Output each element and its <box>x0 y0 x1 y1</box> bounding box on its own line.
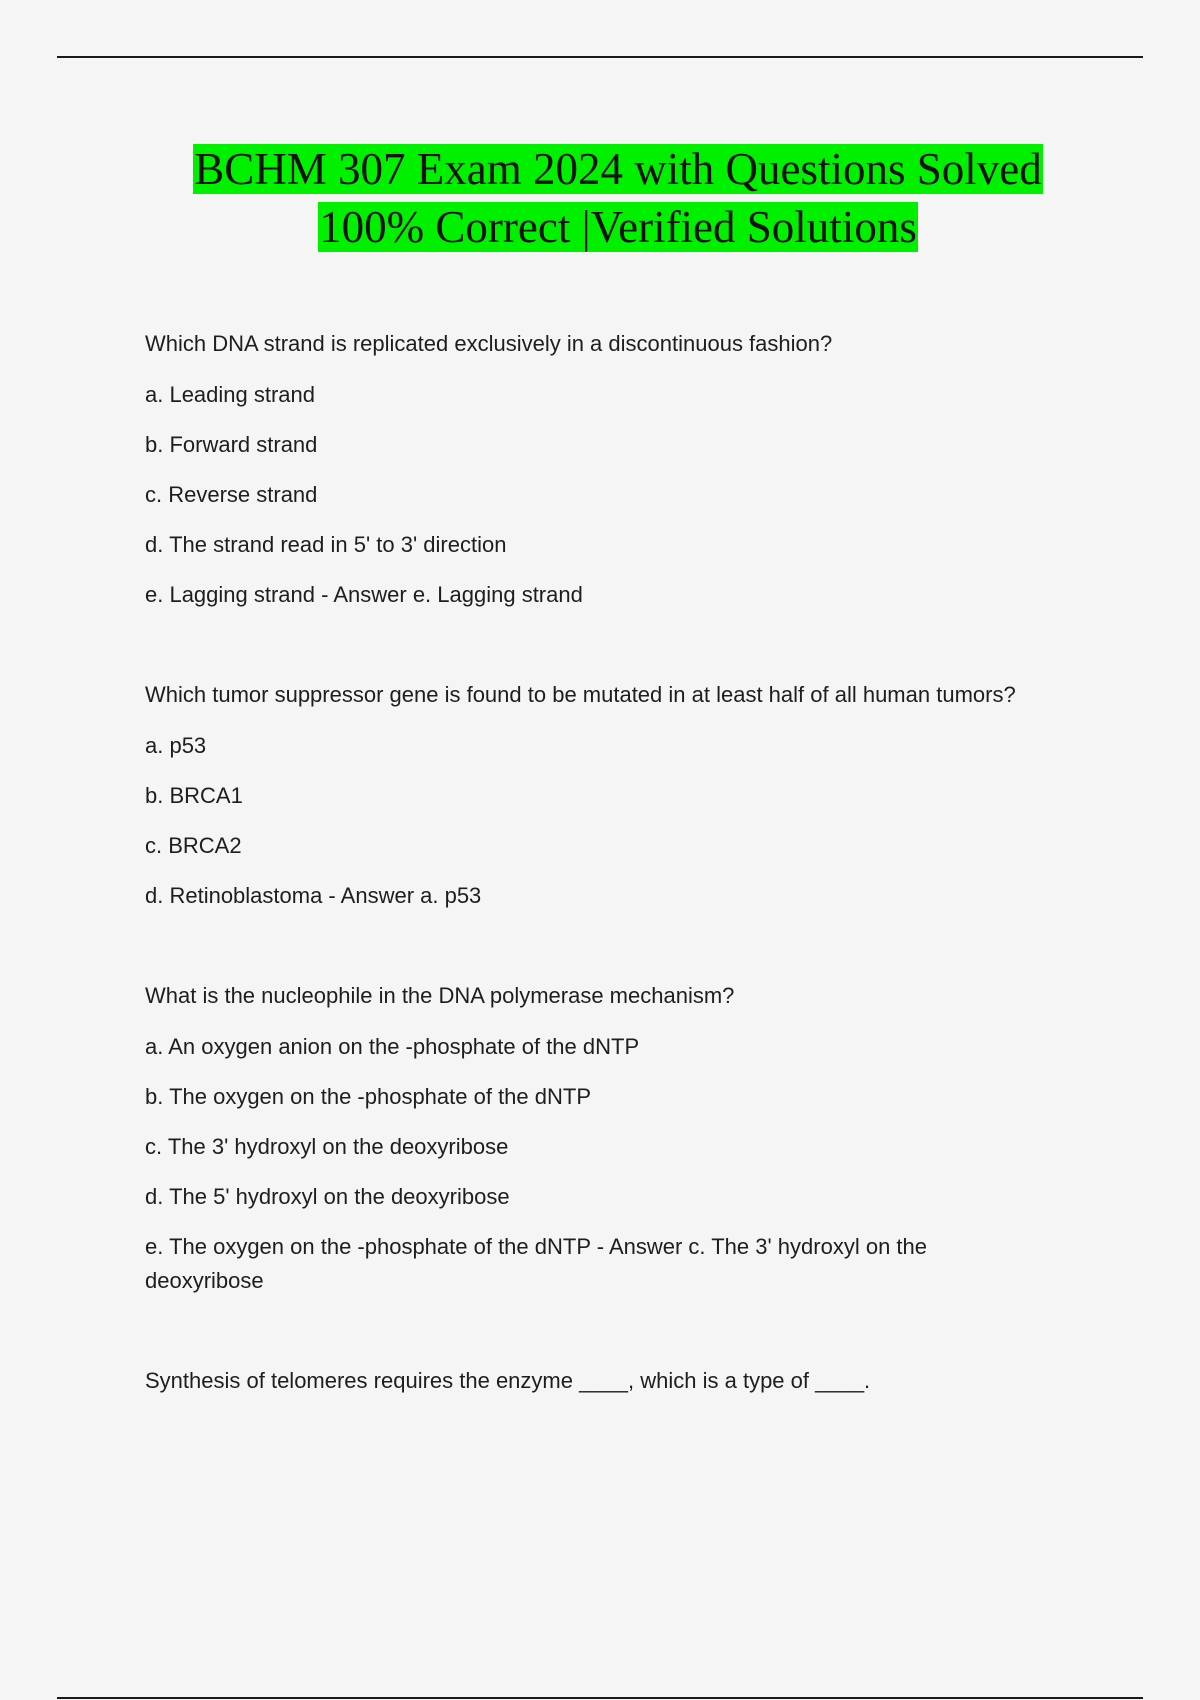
answer-option: d. Retinoblastoma - Answer a. p53 <box>145 883 482 908</box>
answer-option: e. The oxygen on the -phosphate of the dNTP - Answer c. The 3' hydroxyl on the deoxyribose <box>145 1234 928 1293</box>
answer-option: b. The oxygen on the -phosphate of the dNTP <box>145 1084 592 1109</box>
answer-option: d. The strand read in 5' to 3' direction <box>145 532 507 557</box>
question-block-1 <box>145 327 1045 612</box>
question-text: Which tumor suppressor gene is found to be mutated in at least half of all human tumors? <box>145 682 1016 707</box>
answer-option: c. The 3' hydroxyl on the deoxyribose <box>145 1134 509 1159</box>
answer-option: d. The 5' hydroxyl on the deoxyribose <box>145 1184 510 1209</box>
answer-option: b. Forward strand <box>145 432 318 457</box>
title-line-1: BCHM 307 Exam 2024 with Questions Solved <box>194 144 1042 194</box>
question-text: Which DNA strand is replicated exclusively in a discontinuous fashion? <box>145 331 833 356</box>
question-list <box>145 327 1045 1415</box>
title-line-2: 100% Correct |Verified Solutions <box>319 202 917 252</box>
answer-option: a. p53 <box>145 733 207 758</box>
answer-option: c. BRCA2 <box>145 833 242 858</box>
question-block-3 <box>145 979 1045 1298</box>
answer-option: c. Reverse strand <box>145 482 318 507</box>
top-rule <box>57 56 1143 58</box>
question-block-4 <box>145 1364 1045 1398</box>
document-title <box>0 140 1200 256</box>
bottom-rule <box>57 1697 1143 1699</box>
answer-option: a. An oxygen anion on the -phosphate of the dNTP <box>145 1034 640 1059</box>
question-text: What is the nucleophile in the DNA polymerase mechanism? <box>145 983 735 1008</box>
answer-option: e. Lagging strand - Answer e. Lagging strand <box>145 582 583 607</box>
answer-option: b. BRCA1 <box>145 783 243 808</box>
answer-option: a. Leading strand <box>145 382 316 407</box>
question-block-2 <box>145 678 1045 913</box>
question-text: Synthesis of telomeres requires the enzyme ____, which is a type of ____. <box>145 1368 871 1393</box>
